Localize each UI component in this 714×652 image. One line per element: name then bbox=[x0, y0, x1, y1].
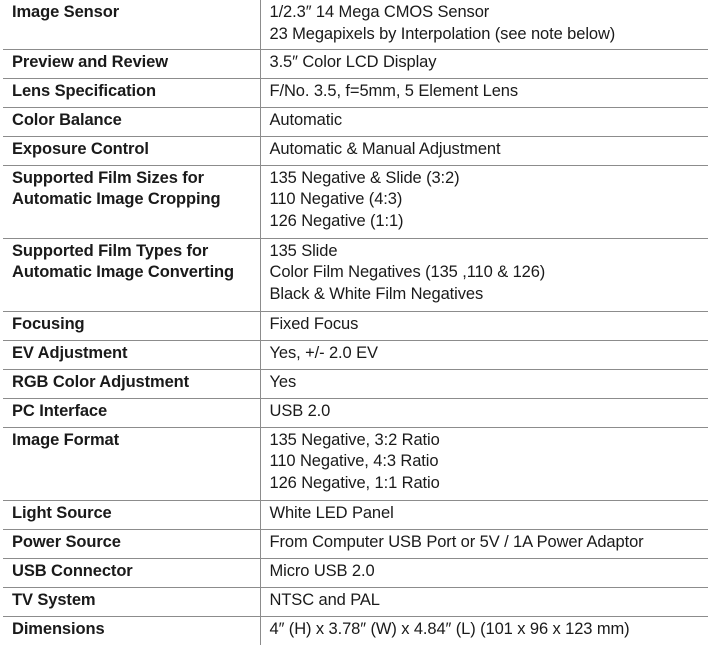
spec-value bbox=[260, 587, 708, 616]
spec-label-line: TV System bbox=[12, 590, 96, 609]
spec-row bbox=[3, 0, 708, 49]
spec-value-line: Yes, +/- 2.0 EV bbox=[269, 343, 378, 362]
spec-value bbox=[260, 136, 708, 165]
spec-label bbox=[3, 398, 260, 427]
spec-value-line: Micro USB 2.0 bbox=[269, 561, 375, 580]
spec-label bbox=[3, 500, 260, 529]
spec-value-line: 135 Slide bbox=[269, 241, 338, 260]
spec-label-line: Supported Film Types for bbox=[12, 241, 209, 260]
spec-label bbox=[3, 78, 260, 107]
spec-value bbox=[260, 311, 708, 340]
spec-value bbox=[260, 107, 708, 136]
spec-value-line: Black & White Film Negatives bbox=[269, 284, 484, 303]
spec-row bbox=[3, 107, 708, 136]
spec-value-line: Yes bbox=[269, 372, 297, 391]
spec-value-line: 4″ (H) x 3.78″ (W) x 4.84″ (L) (101 x 96 x 123 mm) bbox=[269, 619, 630, 638]
spec-value bbox=[260, 340, 708, 369]
spec-label-line: Automatic Image Converting bbox=[12, 263, 235, 281]
spec-label-line: Dimensions bbox=[12, 619, 105, 638]
spec-row bbox=[3, 238, 708, 311]
spec-value bbox=[260, 238, 708, 311]
spec-row bbox=[3, 616, 708, 645]
spec-label bbox=[3, 427, 260, 500]
spec-value-line: NTSC and PAL bbox=[269, 590, 380, 609]
spec-row bbox=[3, 78, 708, 107]
spec-value bbox=[260, 398, 708, 427]
spec-value-line: Color Film Negatives (135 ,110 & 126) bbox=[269, 263, 546, 281]
spec-value-line: F/No. 3.5, f=5mm, 5 Element Lens bbox=[269, 81, 519, 100]
spec-row bbox=[3, 587, 708, 616]
spec-value bbox=[260, 49, 708, 78]
spec-value bbox=[260, 558, 708, 587]
spec-label-line: Light Source bbox=[12, 503, 112, 522]
specifications-table bbox=[3, 0, 708, 645]
specifications-body bbox=[3, 0, 708, 645]
spec-value-line: 110 Negative, 4:3 Ratio bbox=[269, 452, 439, 470]
spec-label bbox=[3, 165, 260, 238]
spec-label-line: USB Connector bbox=[12, 561, 133, 580]
spec-value bbox=[260, 529, 708, 558]
spec-label bbox=[3, 529, 260, 558]
spec-value-line: 135 Negative, 3:2 Ratio bbox=[269, 430, 440, 449]
spec-row bbox=[3, 136, 708, 165]
spec-label bbox=[3, 0, 260, 49]
spec-label-line: Power Source bbox=[12, 532, 121, 551]
spec-label bbox=[3, 340, 260, 369]
spec-value bbox=[260, 78, 708, 107]
spec-value-line: 126 Negative (1:1) bbox=[269, 211, 404, 230]
spec-value-line: 3.5″ Color LCD Display bbox=[269, 52, 437, 71]
spec-label bbox=[3, 49, 260, 78]
spec-value bbox=[260, 500, 708, 529]
spec-row bbox=[3, 427, 708, 500]
spec-row bbox=[3, 529, 708, 558]
spec-value-line: White LED Panel bbox=[269, 503, 394, 522]
spec-value-line: 110 Negative (4:3) bbox=[269, 190, 403, 208]
spec-row bbox=[3, 165, 708, 238]
spec-value bbox=[260, 369, 708, 398]
spec-row bbox=[3, 398, 708, 427]
spec-value bbox=[260, 165, 708, 238]
spec-value bbox=[260, 427, 708, 500]
spec-value-line: 126 Negative, 1:1 Ratio bbox=[269, 473, 440, 492]
spec-row bbox=[3, 500, 708, 529]
spec-label-line: Lens Specification bbox=[12, 81, 156, 100]
spec-label bbox=[3, 616, 260, 645]
spec-label-line: Exposure Control bbox=[12, 139, 149, 158]
spec-label-line: Supported Film Sizes for bbox=[12, 168, 204, 187]
spec-value-line: Automatic & Manual Adjustment bbox=[269, 139, 501, 158]
spec-label-line: PC Interface bbox=[12, 401, 108, 420]
spec-row bbox=[3, 369, 708, 398]
spec-row bbox=[3, 340, 708, 369]
spec-label bbox=[3, 238, 260, 311]
spec-value-line: Automatic bbox=[269, 110, 342, 129]
spec-label-line: RGB Color Adjustment bbox=[12, 372, 190, 391]
spec-label-line: Image Format bbox=[12, 430, 119, 449]
spec-label bbox=[3, 558, 260, 587]
spec-row bbox=[3, 558, 708, 587]
spec-value-line: USB 2.0 bbox=[269, 401, 331, 420]
spec-row bbox=[3, 311, 708, 340]
spec-label-line: Preview and Review bbox=[12, 52, 168, 71]
spec-row bbox=[3, 49, 708, 78]
spec-value-line: 23 Megapixels by Interpolation (see note below) bbox=[269, 24, 616, 43]
spec-label-line: EV Adjustment bbox=[12, 343, 128, 362]
spec-label-line: Automatic Image Cropping bbox=[12, 190, 221, 208]
spec-label-line: Color Balance bbox=[12, 110, 122, 129]
spec-value-line: Fixed Focus bbox=[269, 314, 359, 333]
spec-label-line: Image Sensor bbox=[12, 3, 120, 21]
spec-label bbox=[3, 587, 260, 616]
spec-value-line: 135 Negative & Slide (3:2) bbox=[269, 168, 460, 187]
spec-label bbox=[3, 107, 260, 136]
spec-label bbox=[3, 311, 260, 340]
spec-value-line: From Computer USB Port or 5V / 1A Power Adaptor bbox=[269, 532, 644, 551]
spec-label bbox=[3, 369, 260, 398]
spec-value bbox=[260, 616, 708, 645]
spec-value-line: 1/2.3″ 14 Mega CMOS Sensor bbox=[269, 3, 490, 21]
spec-label-line: Focusing bbox=[12, 314, 85, 333]
spec-label bbox=[3, 136, 260, 165]
spec-value bbox=[260, 0, 708, 49]
